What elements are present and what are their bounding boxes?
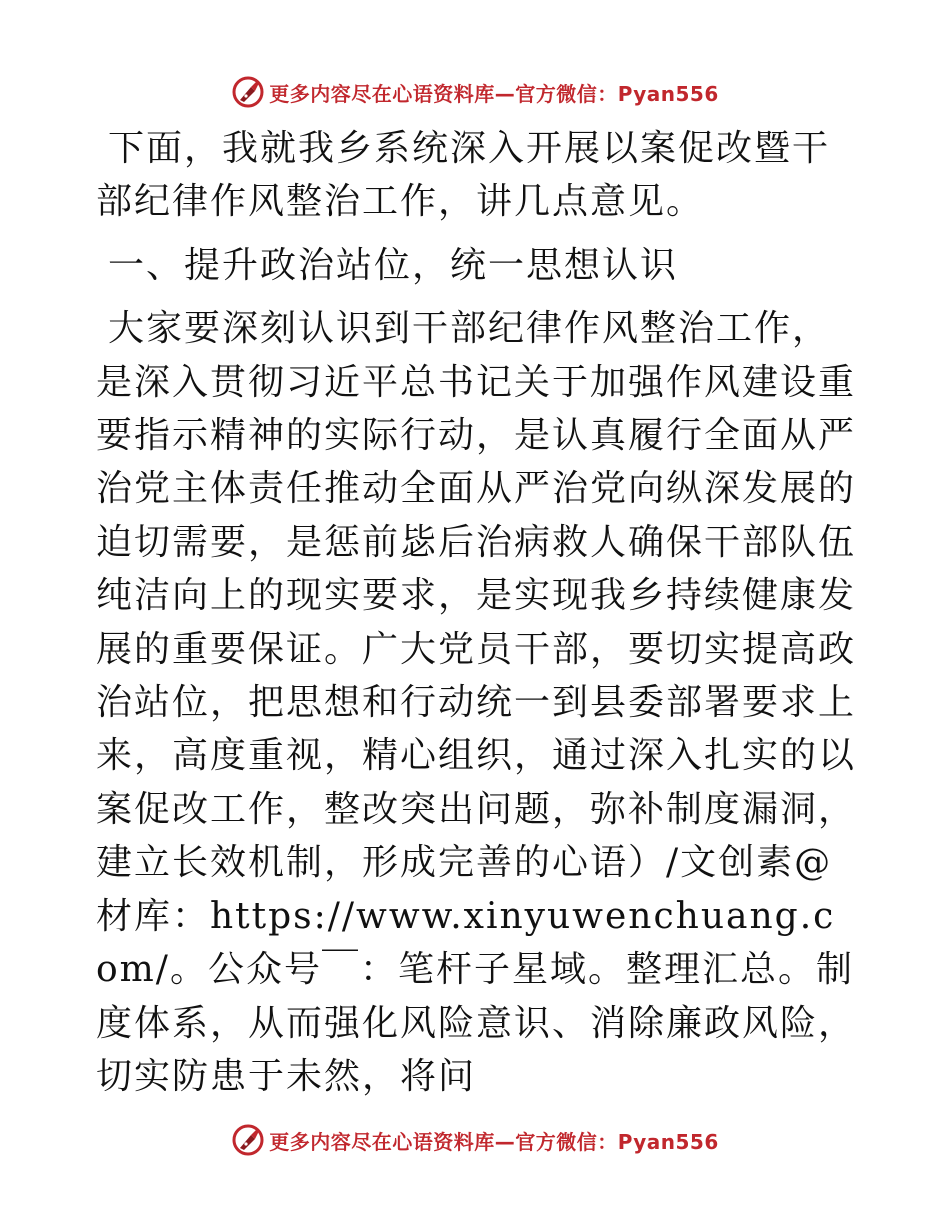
section-heading-1: 一、提升政治站位，统一思想认识 (108, 244, 679, 286)
header-watermark-text: 更多内容尽在心语资料库—官方微信：Pyan556 (269, 81, 719, 106)
footer-watermark-text: 更多内容尽在心语资料库—官方微信：Pyan556 (269, 1129, 719, 1154)
footer-watermark-banner (0, 1120, 950, 1160)
header-watermark-banner (0, 72, 950, 112)
body-paragraph-1: 大家要深刻认识到干部纪律作风整治工作，是深入贯彻习近平总书记关于加强作风建设重要指示精神的实际行动，是认真履行全面从严治党主体责任推动全面从严治党向纵深发展的迫切需要，是惩前毖后治病救人确保干部队伍纯洁向上的现实要求，是实现我乡持续健康发展的重要保证。广大党员干部，要切实提高政治站位，把思想和行动统一到县委部署要求上来，高度重视，精心组织，通过深入扎实的以案促改工作，整改突出问题，弥补制度漏洞，建立长效机制，形成完善的心语）/文创素@材库：https://www.xinyuwenchuang.com/。公众号￣：笔杆子星域。整理汇总。制度体系，从而强化风险意识、消除廉政风险，切实防患于未然，将问 (96, 308, 857, 1097)
document-body (96, 122, 856, 1103)
pen-nib-logo-icon (231, 1123, 265, 1157)
pen-nib-logo-icon (231, 75, 265, 109)
intro-paragraph: 下面，我就我乡系统深入开展以案促改暨干部纪律作风整治工作，讲几点意见。 (96, 128, 831, 223)
